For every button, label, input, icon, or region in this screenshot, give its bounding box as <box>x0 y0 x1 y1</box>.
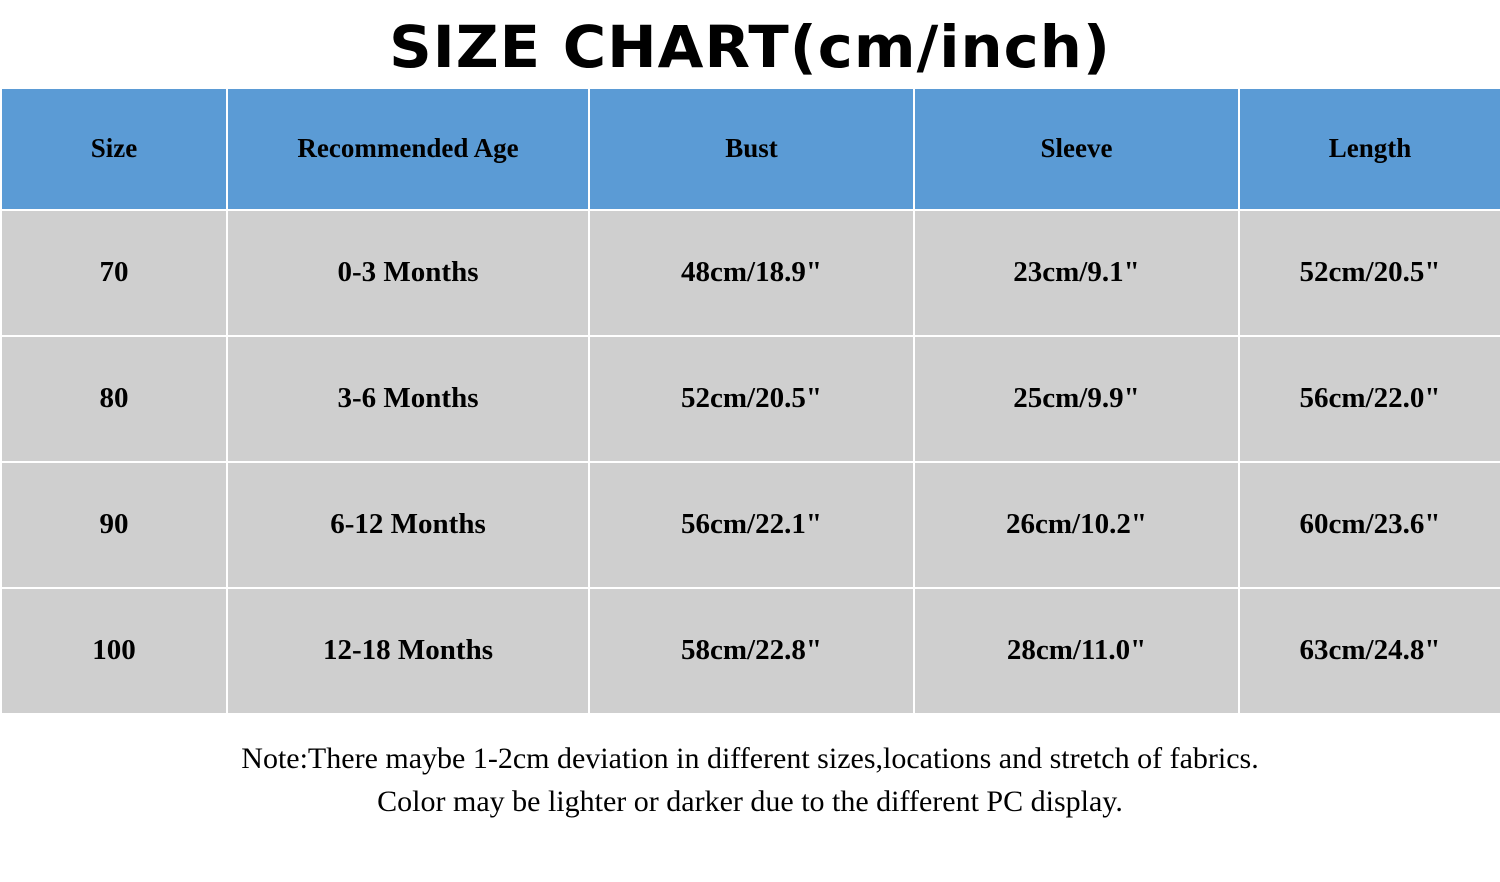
note-deviation: Note:There maybe 1-2cm deviation in different sizes,locations and stretch of fabrics. <box>241 741 1259 775</box>
cell-size: 90 <box>1 462 227 588</box>
cell-sleeve: 28cm/11.0" <box>914 588 1239 714</box>
column-header-recommended-age: Recommended Age <box>227 88 589 210</box>
note-color: Color may be lighter or darker due to the different PC display. <box>377 785 1123 819</box>
cell-size: 70 <box>1 210 227 336</box>
cell-recommended-age: 3-6 Months <box>227 336 589 462</box>
column-header-length: Length <box>1239 88 1500 210</box>
table-row <box>1 588 1500 714</box>
cell-sleeve: 26cm/10.2" <box>914 462 1239 588</box>
cell-bust: 48cm/18.9" <box>589 210 914 336</box>
column-header-bust: Bust <box>589 88 914 210</box>
table-row <box>1 210 1500 336</box>
cell-size: 100 <box>1 588 227 714</box>
table-row <box>1 462 1500 588</box>
cell-size: 80 <box>1 336 227 462</box>
cell-length: 63cm/24.8" <box>1239 588 1500 714</box>
cell-sleeve: 23cm/9.1" <box>914 210 1239 336</box>
page-title: SIZE CHART(cm/inch) <box>389 13 1111 81</box>
cell-recommended-age: 0-3 Months <box>227 210 589 336</box>
cell-recommended-age: 12-18 Months <box>227 588 589 714</box>
cell-bust: 52cm/20.5" <box>589 336 914 462</box>
cell-bust: 58cm/22.8" <box>589 588 914 714</box>
cell-length: 60cm/23.6" <box>1239 462 1500 588</box>
cell-recommended-age: 6-12 Months <box>227 462 589 588</box>
cell-sleeve: 25cm/9.9" <box>914 336 1239 462</box>
cell-length: 56cm/22.0" <box>1239 336 1500 462</box>
notes-block <box>0 737 1500 824</box>
table-row <box>1 336 1500 462</box>
size-chart-table <box>0 87 1500 715</box>
column-header-sleeve: Sleeve <box>914 88 1239 210</box>
cell-bust: 56cm/22.1" <box>589 462 914 588</box>
cell-length: 52cm/20.5" <box>1239 210 1500 336</box>
table-header-row <box>1 88 1500 210</box>
column-header-size: Size <box>1 88 227 210</box>
